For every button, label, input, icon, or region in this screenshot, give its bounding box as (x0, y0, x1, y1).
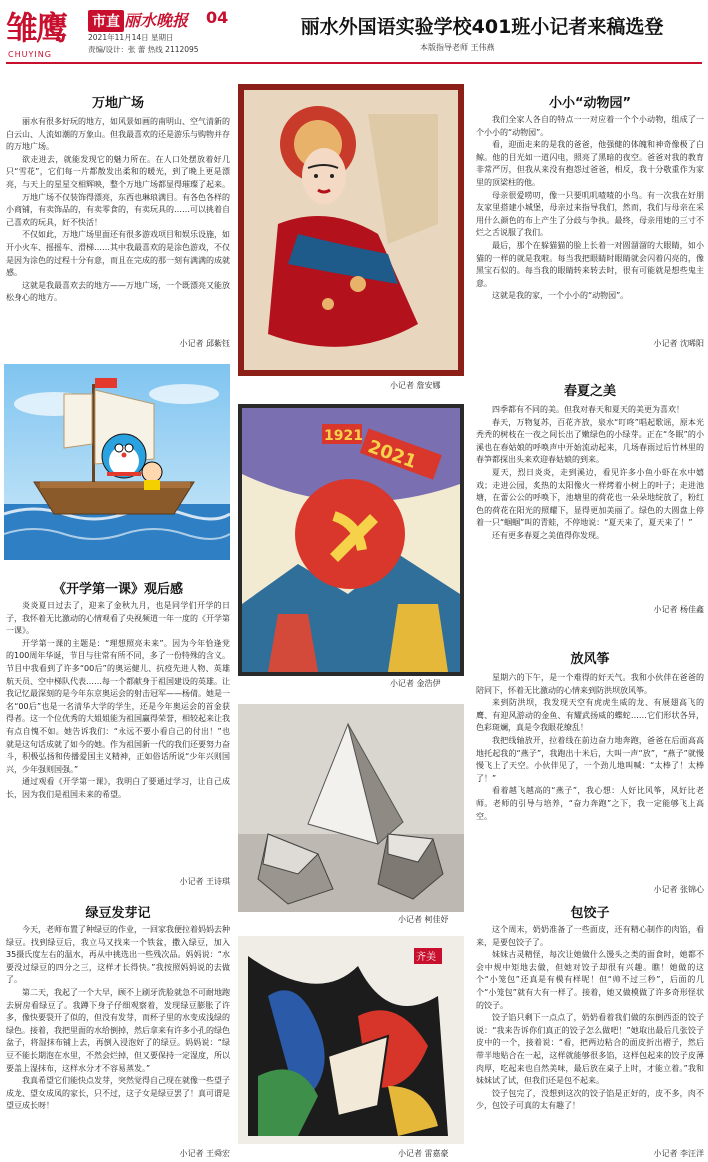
newspaper-name: 丽水晚报 (124, 11, 189, 30)
paragraph: 妹妹古灵精怪，每次让她做什么馒头之类的面食时，她都不会中规中矩地去做，但她对饺子却很有兴趣。瞧！她做的这个“小笼包”还真是有模有样呢！但“帅不过三秒”，后面的几个“小笼包”就有大有一样了。接着，她又做模做了许多奇形怪状的饺子。 (476, 950, 704, 1010)
caption-sketch: 小记者 柯佳妤 (398, 915, 449, 924)
article-body-chunxia (476, 404, 704, 543)
paragraph: 丽水有很多好玩的地方，如风景如画的南明山、空气清新的白云山、人流如潮的万象山。但我最喜欢的还是游乐与购物并存的万地广场。 (6, 117, 230, 152)
paragraph: 还有更多春夏之美值得你发现。 (492, 530, 604, 540)
still-life-sketch (238, 704, 464, 912)
paragraph: 这就是我最喜欢去的地方——万地广场，一个既漂亮又能放松身心的地方。 (6, 280, 230, 303)
paragraph: 母亲很爱唠叨，像一只要叽叽喳喳的小鸟。有一次我在好朋友家里搭建小城堡，母亲过来指导我们，然而，我们与母亲在采用什么颜色的布上产生了分歧与争执。最终，母亲用她的三寸不烂之舌说服了我们。 (476, 190, 704, 238)
paragraph: 来到防洪坝，我发现天空有虎虎生威的龙、有展翅高飞的鹰、有迎风游动的金鱼、有耀武扬威的蝶蛇……它们形状各异，色彩斑斓，真是令我眼花缭乱！ (476, 698, 704, 733)
paragraph: 我把线轴放开，拉着线在前边奋力地奔跑，爸爸在后面高高地托起我的“燕子”，我跑出十米后，大叫一声“放”，“燕子”就慢慢飞上了天空。小伙伴见了，一个劲儿地叫喊：“太棒了！太棒了！” (476, 735, 704, 783)
article-author-chunxia: 小记者 杨佳鑫 (653, 605, 704, 614)
fish-seal-text: 齐美 (416, 952, 436, 963)
article-title-lvdou: 绿豆发芽记 (85, 906, 151, 921)
paragraph: 我真希望它们能快点发芽，突然觉得自己现在就像一些望子成龙、望女成凤的家长，只不过，这子女是绿豆罢了！真可谓是望豆成长呀！ (6, 1076, 230, 1111)
caption-party: 小记者 金浩伊 (390, 679, 441, 688)
paragraph: 看着越飞越高的“燕子”，我心想：人好比风筝，风好比老师。老师的引导与培养，“奋力奔跑”之下，我一定能够飞上高空。 (476, 786, 704, 821)
party-year-right: 2021 (365, 436, 420, 474)
party-year-left: 1921 (324, 428, 363, 444)
article-title-fengzheng: 放风筝 (570, 652, 610, 667)
caption-fish: 小记者 雷嘉豪 (398, 1149, 449, 1158)
article-author-kaixue: 小记者 王诗琪 (179, 877, 230, 886)
page-number: 04 (206, 8, 229, 27)
article-body-lvdou (6, 924, 230, 1113)
paragraph: 饺子包完了，没想到这次的饺子馅是正好的，皮不多，肉不少，包饺子可真的太有趣了！ (476, 1088, 704, 1111)
caption-opera: 小记者 詹安娜 (390, 381, 441, 390)
paragraph: 第二天，我起了一个大早，顾不上刷牙洗脸就急不可耐地跑去厨房看绿豆了。我蹲下身子仔细观察着，发现绿豆膨胀了许多，像快要裂开了似的，但没有发芽，而杯子里的水变成浅绿的绿色。接着，我把里面的水给倒掉，然后拿来有许多小孔的绿色盆子，将湿抹布铺上去，再倒入浸泡好了的绿豆。妈妈说：“绿豆不能长期泡在水里，不然会烂掉，但又要保持一定湿度，所以要盖上湿抹布，这样水分才不容易蒸发。” (6, 987, 230, 1073)
masthead-logo-subtitle: CHUYING (8, 50, 52, 59)
paragraph: 今天，老师布置了种绿豆的作业，一回家我便拉着妈妈去种绿豆。找到绿豆后，我立马又找来一个铁盆，撒入绿豆，加入35摄氏度左右的温水，再从中挑选出一些残次品。妈妈说：“水要没过绿豆的四分之三，这样才长得快。”我按照妈妈说的去做了。 (6, 925, 230, 985)
article-body-fengzheng (476, 672, 704, 823)
paragraph: 最后，那个在躲猫猫的脸上长着一对圆溜溜的大眼睛，如小猫的一样的就是我啦。每当我把眼睛时眼睛就会闪着闪亮的，像黑宝石似的。每当我的眼睛转来转去时，很有可能就是想些鬼主意。 (476, 240, 704, 288)
paragraph: 欲走进去，就能发现它的魅力所在。在人口处摆放着好几只“雪花”，它们每一片都散发出柔和的暖光，到了晚上更是漂亮，与天上的星星交相辉映，整个万地广场都显得璀璨了起来。 (6, 154, 230, 189)
masthead-logo: 雏鹰 (6, 9, 67, 47)
article-title-dongwuyuan: 小小“动物园” (548, 96, 632, 111)
paragraph: 夏天，烈日炎炎，走到溪边，看见许多小鱼小虾在水中嬉戏；走进公园，炙热的太阳像火一样烤着小树上的叶子；走进池塘，在蕾公公的呼唤下，池塘里的荷花也一朵朵地绽放了，粉红色的荷花在阳光的照耀下，显得更加美丽了。绿色的大圆盘上停着一只“蝈蝈”叫的青蛙，不停地说：“夏天来了，夏天来了！” (476, 467, 704, 528)
article-body-wanda (6, 116, 230, 305)
article-author-wanda: 小记者 邱紫钰 (179, 339, 230, 348)
doraemon-ship-image (4, 364, 230, 560)
paragraph: 四季都有不同的美。但我对春天和夏天的美更为喜欢！ (492, 405, 684, 414)
paragraph: 星期六的下午，是一个难得的好天气。我和小伙伴在爸爸的陪同下，怀着无比激动的心情来到防洪坝放风筝。 (476, 673, 704, 695)
party-anniversary-drawing (238, 404, 464, 676)
paragraph: 春天，万物复苏，百花齐放，泉水“叮咚”唱起歌谣，原本光秃秃的树枝在一夜之间长出了嫩绿色的小绿芽。正在“冬眠”的小溪也在春姑娘的呼唤声中开始流动起来，几场春雨过后竹林里的春笋都探出头来欢迎春姑娘的到来。 (476, 417, 704, 465)
paragraph: 这个周末，奶奶准备了一些面皮，还有精心制作的肉馅，看来，是要包饺子了。 (476, 925, 704, 947)
paragraph: 饺子馅只剩下一点点了，奶奶看着我们做的东倒西歪的饺子说：“我来告诉你们真正的饺子怎么做吧！”她取出最后几张饺子皮中的一个，接着说：“看，把两边粘合的面皮折出褶子，然后带半地贴合在一起，这样就能够很多馅，这样包起来的饺子皮薄肉厚，吃起来也自然美味，最后放在桌子上时，才能立着。”我和妹妹试了试，但我们还是包不起来。 (476, 1013, 704, 1086)
paragraph: 不仅如此，万地广场里面还有很多游戏项目和娱乐设施，如开小火车、摇摇车、滑梯……其中我最喜欢的是涂色游戏，不仅是因为涂色的过程十分有意，而且在完成的那一刻有满满的成就感。 (6, 230, 230, 278)
page-headline: 丽水外国语实验学校401班小记者来稿选登 (300, 16, 664, 38)
article-title-jiaozi: 包饺子 (570, 906, 610, 921)
fish-ink-painting (238, 936, 464, 1144)
paragraph: 开学第一课的主题是：“理想照亮未来”。因为今年恰逢党的100周年华诞，节目与往常有所不同，多了一份特殊的含义。节目中我看到了许多“00后”的奥运健儿、抗疫先进人物、英雄航天员、空中梯队代表……每一个都献身于祖国建设的英雄。让我记忆最深刻的是今年东京奥运会的射击冠军——杨倩。她是一名“00后”也是一名清华大学的学生，还是今年奥运会的首金获得者。这一个位优秀的大姐姐能为祖国赢得荣誉，相较起来让我有点自愧不如。她告诉我们：“永远不要小看自己的付出！”也就是这句话成就了如今的她。作为祖国新一代的我们还要努力奋斗，积极弘扬和传播爱国主义精神，正如俗话所说“少年兴则国兴，少年强则国强。” (6, 638, 230, 774)
opera-embroidery-image (238, 84, 464, 376)
editor-line: 责编/设计：张 蕾 热线 2112095 (88, 45, 199, 54)
paragraph: 这就是我的家，一个小小的“动物园”。 (492, 291, 629, 301)
paragraph: 看，迎面走来的是我的爸爸，他强健的体魄和神奇像极了白鲸。他的目光如一道闪电，照亮了黑暗的夜空。爸爸对我的教育非常严厉，但我从来没有抱怨过爸爸，相反，我十分敬重作为家里的顶梁柱的他。 (476, 140, 704, 187)
article-title-wanda: 万地广场 (91, 96, 144, 111)
paragraph: 我们全家人各自的特点一一对应着一个个小动物，组成了一个小小的“动物园”。 (476, 115, 704, 137)
article-body-kaixue (6, 600, 230, 802)
article-author-jiaozi: 小记者 李汪洋 (653, 1149, 704, 1158)
article-body-jiaozi (476, 924, 704, 1113)
article-title-chunxia: 春夏之美 (563, 384, 616, 399)
paragraph: 通过观看《开学第一课》，我明白了要通过学习，让自己成长，因为我们是祖国未来的希望。 (6, 777, 230, 799)
teacher-credit: 本版指导老师 王伟燕 (420, 43, 495, 52)
paragraph: 炎炎夏日过去了，迎来了金秋九月，也是同学们开学的日子，我怀着无比激动的心情观看了央视频道一年一度的《开学第一课》。 (6, 601, 230, 636)
article-author-fengzheng: 小记者 张锦心 (653, 885, 704, 894)
section-badge: 市直 (88, 10, 124, 32)
article-author-lvdou: 小记者 王舜宏 (179, 1149, 230, 1158)
issue-date: 2021年11月14日 星期日 (88, 33, 174, 42)
article-author-dongwuyuan: 小记者 沈晞阳 (653, 339, 704, 348)
article-title-kaixue: 《开学第一课》观后感 (52, 582, 183, 597)
paragraph: 万地广场不仅装饰得漂亮，东西也琳琅满目。有各色各样的小商铺，有卖饰品的，有卖零食的，有卖玩具的……可以挑着自己喜欢的玩具，好不快活！ (6, 192, 230, 227)
article-body-dongwuyuan (476, 114, 704, 303)
masthead-rule (6, 62, 702, 64)
